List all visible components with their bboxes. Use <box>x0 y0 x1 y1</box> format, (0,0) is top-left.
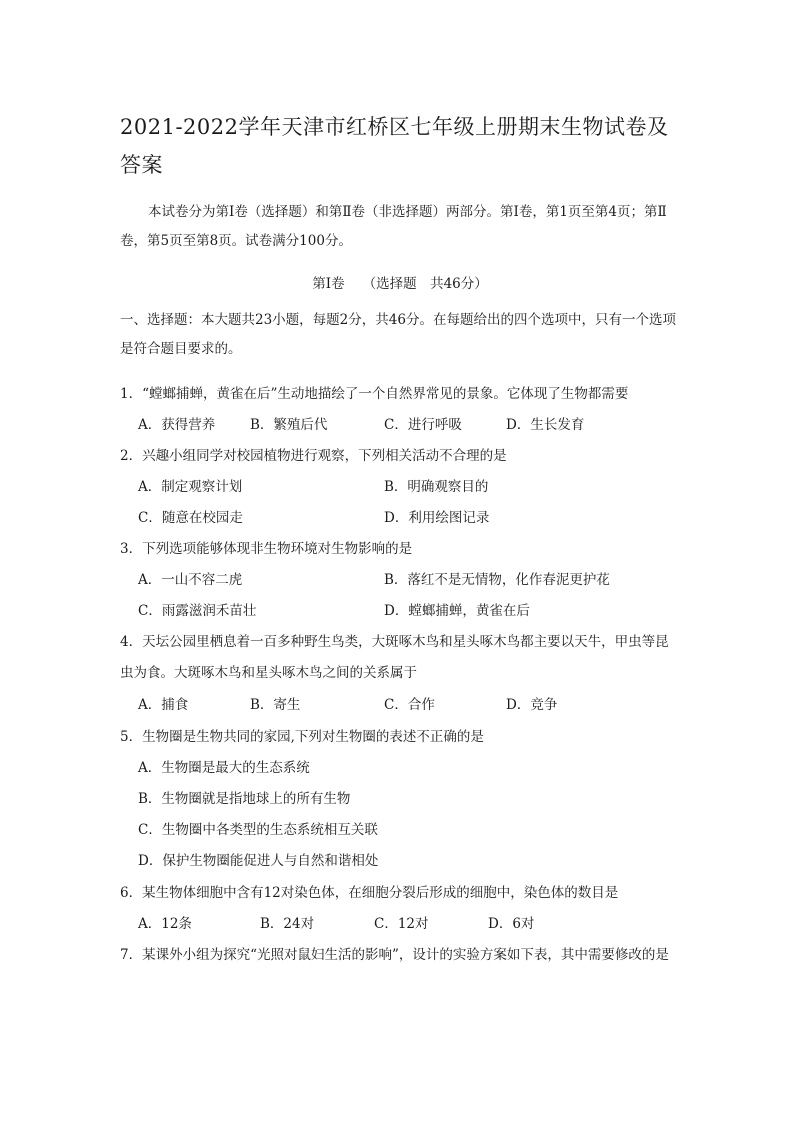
option-a: A．制定观察计划 <box>138 479 243 495</box>
option-b: B．落红不是无情物，化作春泥更护花 <box>384 572 610 588</box>
exam-intro: 本试卷分为第Ⅰ卷（选择题）和第Ⅱ卷（非选择题）两部分。第Ⅰ卷，第1页至第4页；第Ⅱ卷，第5页至第8页。试卷满分100分。 <box>120 204 667 249</box>
option-a: A．捕食 <box>138 697 189 713</box>
option-b: B．生物圈就是指地球上的所有生物 <box>138 791 351 807</box>
option-a: A．获得营养 <box>138 417 216 433</box>
option-c: C．合作 <box>384 697 435 713</box>
option-c: C．雨露滋润禾苗壮 <box>138 603 257 619</box>
option-c: C．12对 <box>374 916 429 932</box>
question-stem: 4．天坛公园里栖息着一百多种野生鸟类，大斑啄木鸟和星头啄木鸟都主要以天牛，甲虫等昆虫为食。大斑啄木鸟和星头啄木鸟之间的关系属于 <box>120 634 669 681</box>
option-d: D．生长发育 <box>506 417 585 433</box>
question-stem: 3．下列选项能够体现非生物环境对生物影响的是 <box>120 541 413 557</box>
option-a: A．12条 <box>138 916 192 932</box>
question-stem: 6．某生物体细胞中含有12对染色体，在细胞分裂后形成的细胞中，染色体的数目是 <box>120 885 619 901</box>
option-a: A．生物圈是最大的生态系统 <box>138 760 310 776</box>
document-title: 2021-2022学年天津市红桥区七年级上册期末生物试卷及答案 <box>120 115 669 177</box>
question-stem: 1．“螳螂捕蝉，黄雀在后”生动地描绘了一个自然界常见的景象。它体现了生物都需要 <box>120 386 629 402</box>
question-stem: 7．某课外小组为探究“光照对鼠妇生活的影响”，设计的实验方案如下表，其中需要修改的是 <box>120 947 669 963</box>
option-a: A．一山不容二虎 <box>138 572 243 588</box>
section-heading: 一、选择题：本大题共23小题，每题2分，共46分。在每题给出的四个选项中，只有一个选项是符合题目要求的。 <box>120 312 676 357</box>
question-stem: 2．兴趣小组同学对校园植物进行观察，下列相关活动不合理的是 <box>120 448 507 464</box>
option-d: D．螳螂捕蝉，黄雀在后 <box>384 603 530 619</box>
part-heading-detail: （选择题 共46分） <box>362 276 488 292</box>
question-stem: 5．生物圈是生物共同的家园,下列对生物圈的表述不正确的是 <box>120 729 484 745</box>
option-b: B．寄生 <box>250 697 301 713</box>
option-d: D．6对 <box>488 916 535 932</box>
option-c: C．生物圈中各类型的生态系统相互关联 <box>138 822 378 838</box>
option-b: B．24对 <box>260 916 315 932</box>
option-d: D．利用绘图记录 <box>384 510 490 526</box>
option-b: B．繁殖后代 <box>250 417 328 433</box>
option-d: D．竞争 <box>506 697 558 713</box>
part-heading <box>120 271 680 297</box>
part-heading-label: 第Ⅰ卷 <box>312 276 345 292</box>
option-c: C．进行呼吸 <box>384 417 462 433</box>
option-c: C．随意在校园走 <box>138 510 243 526</box>
option-d: D．保护生物圈能促进人与自然和谐相处 <box>138 853 379 869</box>
option-b: B．明确观察目的 <box>384 479 489 495</box>
